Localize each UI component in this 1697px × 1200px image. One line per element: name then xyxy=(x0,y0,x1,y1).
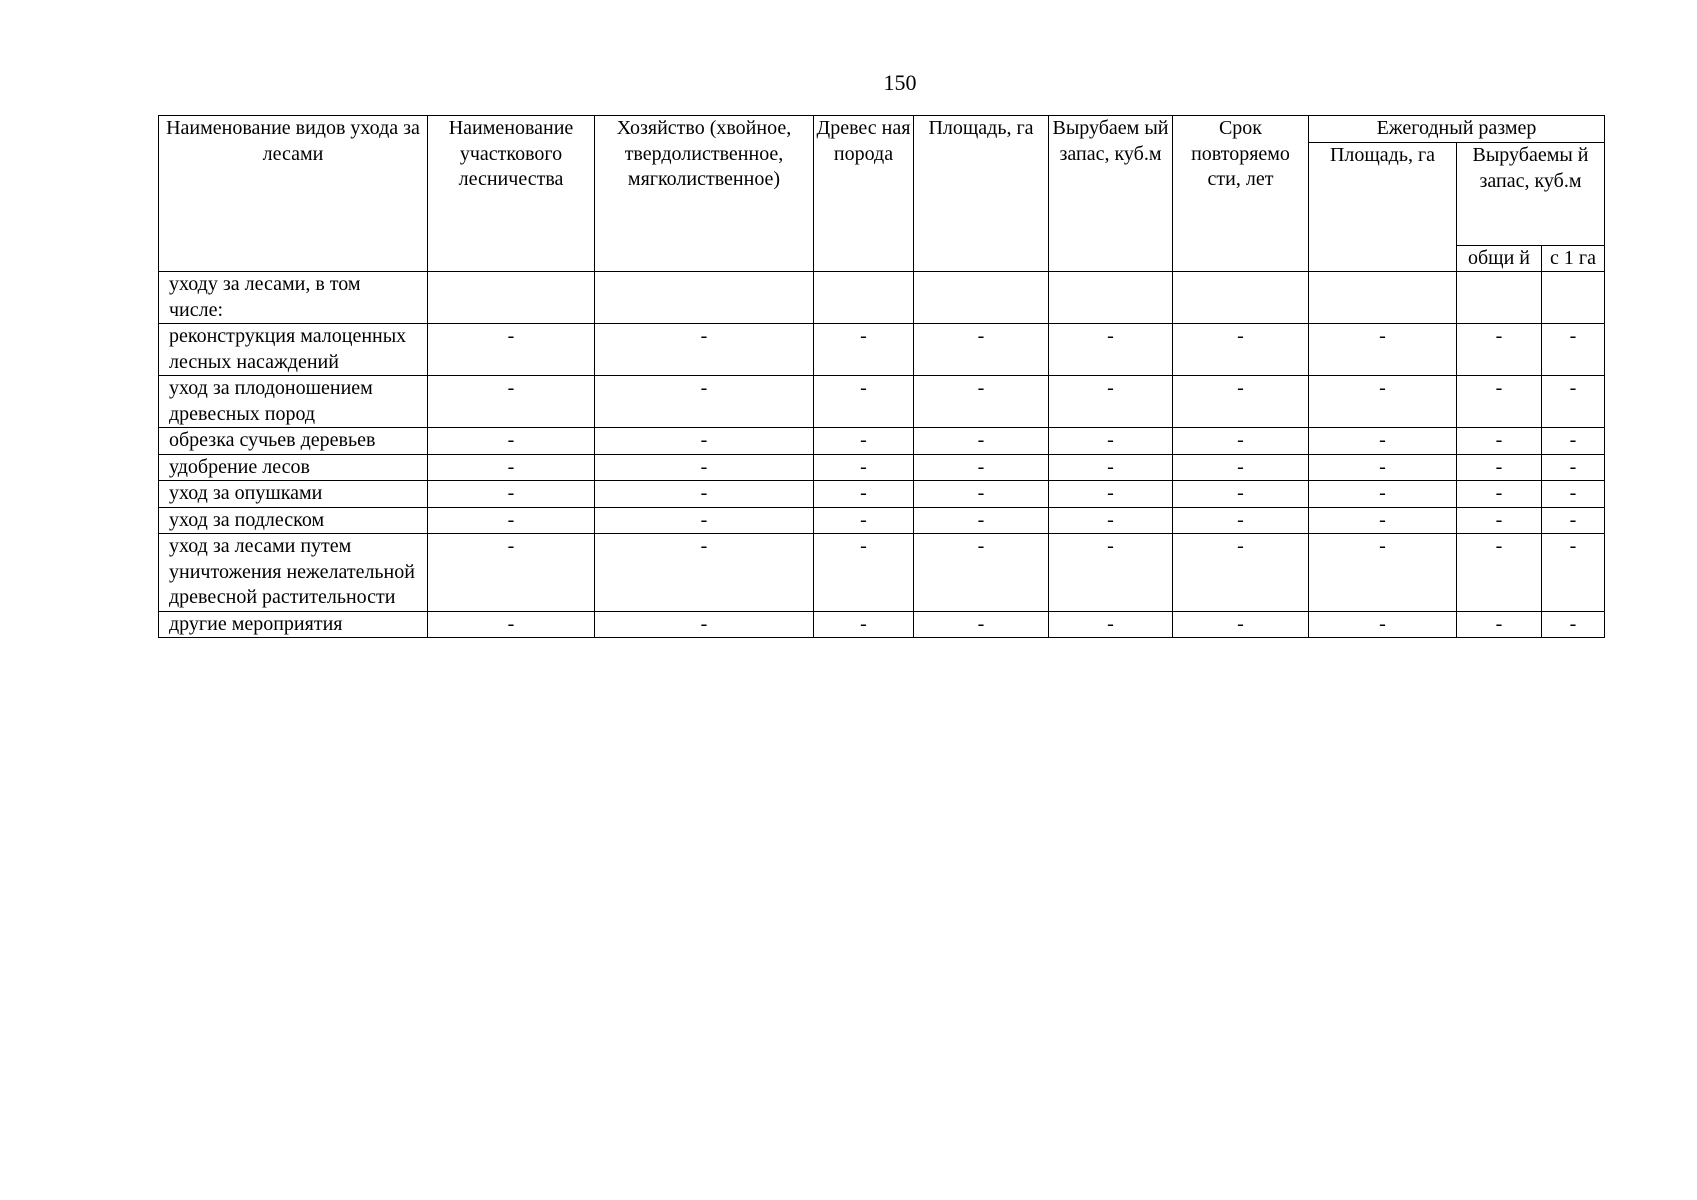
value-cell: - xyxy=(914,454,1049,481)
activity-name-cell: уход за подлеском xyxy=(159,507,428,534)
table-row xyxy=(159,272,1605,324)
value-cell: - xyxy=(1309,324,1457,376)
value-cell: - xyxy=(1542,481,1605,508)
value-cell: - xyxy=(1457,481,1542,508)
header-row xyxy=(159,116,1605,143)
value-cell: - xyxy=(914,481,1049,508)
header-period: Срок повторяемо сти, лет xyxy=(1173,116,1309,272)
value-cell: - xyxy=(1542,324,1605,376)
header-district: Наименование участкового лесничества xyxy=(428,116,595,272)
value-cell: - xyxy=(1457,534,1542,612)
value-cell: - xyxy=(1542,376,1605,428)
value-cell xyxy=(1309,272,1457,324)
activity-name-cell: удобрение лесов xyxy=(159,454,428,481)
activity-name-cell: уход за опушками xyxy=(159,481,428,508)
value-cell: - xyxy=(595,481,814,508)
value-cell: - xyxy=(914,428,1049,455)
value-cell: - xyxy=(914,376,1049,428)
value-cell: - xyxy=(428,428,595,455)
value-cell: - xyxy=(1173,376,1309,428)
value-cell: - xyxy=(1542,611,1605,638)
value-cell: - xyxy=(595,376,814,428)
table-row xyxy=(159,507,1605,534)
value-cell: - xyxy=(428,534,595,612)
value-cell: - xyxy=(1049,481,1173,508)
value-cell: - xyxy=(1173,324,1309,376)
page-number: 150 xyxy=(883,70,917,95)
header-annual-group: Ежегодный размер xyxy=(1309,116,1605,143)
value-cell: - xyxy=(814,611,914,638)
value-cell: - xyxy=(1173,454,1309,481)
value-cell: - xyxy=(1309,534,1457,612)
value-cell: - xyxy=(428,324,595,376)
table-row xyxy=(159,428,1605,455)
header-stock-per-ha: с 1 га xyxy=(1542,245,1605,272)
value-cell xyxy=(1542,272,1605,324)
value-cell: - xyxy=(814,481,914,508)
table-row xyxy=(159,454,1605,481)
value-cell: - xyxy=(428,376,595,428)
value-cell: - xyxy=(1542,428,1605,455)
value-cell: - xyxy=(595,534,814,612)
value-cell: - xyxy=(1309,376,1457,428)
value-cell: - xyxy=(1049,507,1173,534)
value-cell: - xyxy=(1309,454,1457,481)
header-stock-total: общи й xyxy=(1457,245,1542,272)
table-body xyxy=(159,272,1605,638)
value-cell xyxy=(1049,272,1173,324)
value-cell: - xyxy=(814,428,914,455)
value-cell: - xyxy=(914,324,1049,376)
header-activity: Наименование видов ухода за лесами xyxy=(159,116,428,272)
table-row xyxy=(159,324,1605,376)
activity-name-cell: уход за лесами путем уничтожения нежелательной древесной растительности xyxy=(159,534,428,612)
value-cell: - xyxy=(1457,454,1542,481)
value-cell: - xyxy=(1173,534,1309,612)
value-cell: - xyxy=(1542,534,1605,612)
value-cell: - xyxy=(1457,507,1542,534)
activity-name-cell: другие мероприятия xyxy=(159,611,428,638)
value-cell: - xyxy=(1049,324,1173,376)
value-cell: - xyxy=(595,611,814,638)
value-cell: - xyxy=(914,534,1049,612)
activity-name-cell: уходу за лесами, в том числе: xyxy=(159,272,428,324)
value-cell: - xyxy=(1173,611,1309,638)
header-economy: Хозяйство (хвойное, твердолиственное, мягколиственное) xyxy=(595,116,814,272)
value-cell: - xyxy=(428,611,595,638)
value-cell: - xyxy=(814,534,914,612)
value-cell: - xyxy=(814,324,914,376)
table-row xyxy=(159,611,1605,638)
value-cell: - xyxy=(1309,428,1457,455)
table-row xyxy=(159,481,1605,508)
value-cell xyxy=(1457,272,1542,324)
value-cell: - xyxy=(1049,428,1173,455)
value-cell: - xyxy=(1309,611,1457,638)
value-cell: - xyxy=(428,454,595,481)
value-cell: - xyxy=(1457,611,1542,638)
value-cell: - xyxy=(1542,454,1605,481)
value-cell: - xyxy=(814,376,914,428)
value-cell: - xyxy=(428,507,595,534)
value-cell: - xyxy=(1049,611,1173,638)
value-cell: - xyxy=(595,428,814,455)
value-cell: - xyxy=(1542,507,1605,534)
table-row xyxy=(159,376,1605,428)
value-cell: - xyxy=(1173,428,1309,455)
value-cell: - xyxy=(1457,376,1542,428)
value-cell: - xyxy=(1173,481,1309,508)
value-cell xyxy=(595,272,814,324)
forest-care-table xyxy=(158,115,1605,638)
header-annual-area: Площадь, га xyxy=(1309,143,1457,272)
header-annual-stock: Вырубаемы й запас, куб.м xyxy=(1457,143,1605,246)
value-cell: - xyxy=(595,507,814,534)
table-row xyxy=(159,534,1605,612)
value-cell xyxy=(1173,272,1309,324)
table-header xyxy=(159,116,1605,272)
header-species: Древес ная порода xyxy=(814,116,914,272)
activity-name-cell: реконструкция малоценных лесных насаждений xyxy=(159,324,428,376)
value-cell: - xyxy=(814,454,914,481)
value-cell xyxy=(428,272,595,324)
activity-name-cell: уход за плодоношением древесных пород xyxy=(159,376,428,428)
value-cell: - xyxy=(595,324,814,376)
header-area: Площадь, га xyxy=(914,116,1049,272)
value-cell: - xyxy=(814,507,914,534)
header-stock: Вырубаем ый запас, куб.м xyxy=(1049,116,1173,272)
value-cell: - xyxy=(1049,454,1173,481)
value-cell: - xyxy=(428,481,595,508)
value-cell: - xyxy=(1457,428,1542,455)
value-cell: - xyxy=(914,507,1049,534)
activity-name-cell: обрезка сучьев деревьев xyxy=(159,428,428,455)
value-cell: - xyxy=(1309,507,1457,534)
value-cell: - xyxy=(595,454,814,481)
value-cell: - xyxy=(1309,481,1457,508)
value-cell xyxy=(814,272,914,324)
value-cell: - xyxy=(914,611,1049,638)
value-cell xyxy=(914,272,1049,324)
value-cell: - xyxy=(1173,507,1309,534)
value-cell: - xyxy=(1049,534,1173,612)
value-cell: - xyxy=(1457,324,1542,376)
value-cell: - xyxy=(1049,376,1173,428)
